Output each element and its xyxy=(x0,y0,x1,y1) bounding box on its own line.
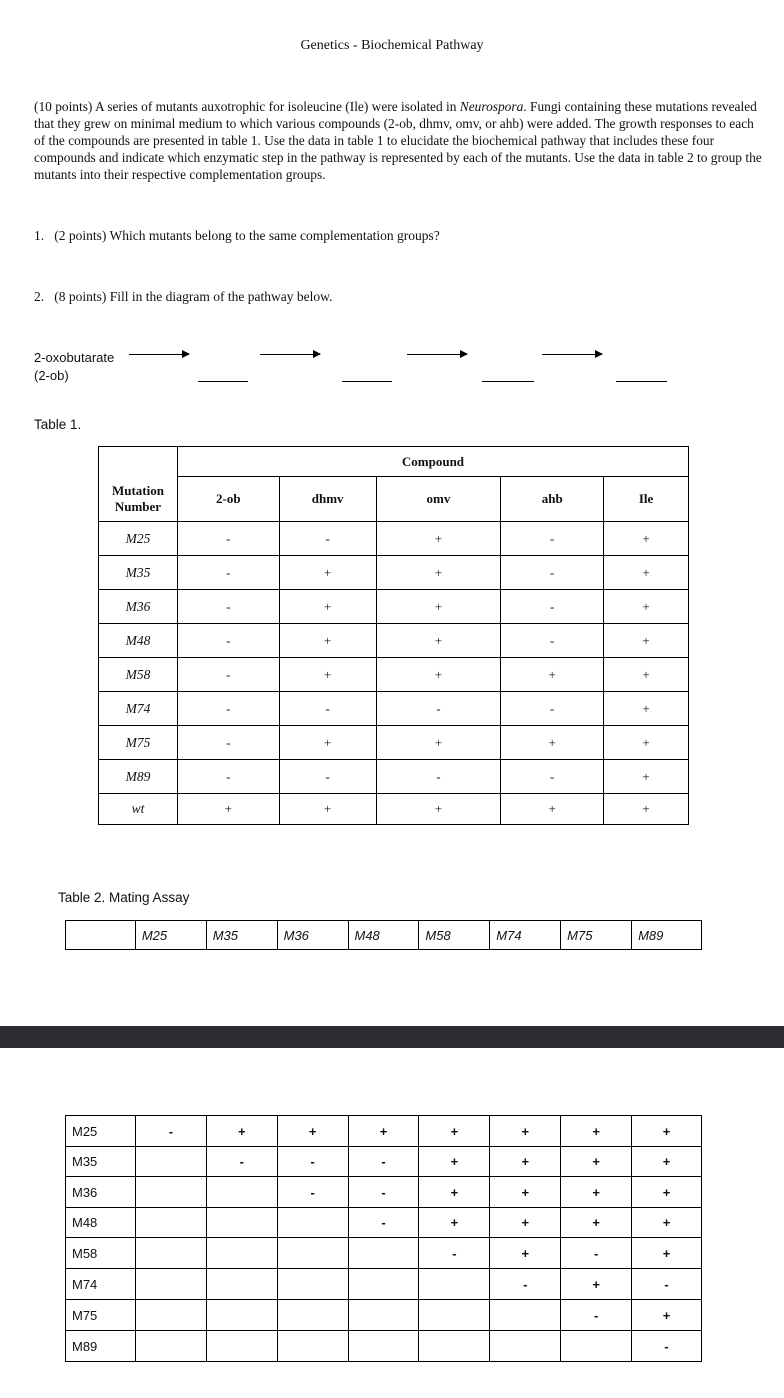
growth-cell: + xyxy=(501,726,604,760)
mating-cell: + xyxy=(632,1238,702,1269)
question-1-text: (2 points) Which mutants belong to the same complementation groups? xyxy=(54,228,440,243)
growth-cell: + xyxy=(604,624,689,658)
mating-cell: + xyxy=(632,1300,702,1331)
mating-cell: + xyxy=(348,1116,419,1147)
row-label: M35 xyxy=(66,1147,136,1177)
growth-cell: - xyxy=(501,522,604,556)
table-row xyxy=(66,1208,702,1238)
question-1 xyxy=(34,228,440,244)
mating-cell: + xyxy=(490,1147,561,1177)
table-2-col-header: M75 xyxy=(561,921,632,950)
mating-cell xyxy=(206,1269,277,1300)
mating-cell xyxy=(419,1331,490,1362)
table-2-col-header: M25 xyxy=(135,921,206,950)
mating-cell: - xyxy=(206,1147,277,1177)
mating-cell xyxy=(419,1300,490,1331)
mating-cell: - xyxy=(632,1331,702,1362)
question-2-text: (8 points) Fill in the diagram of the pathway below. xyxy=(54,289,333,304)
pathway-arrow-4 xyxy=(542,354,602,355)
table-row xyxy=(99,726,689,760)
mating-cell: - xyxy=(135,1116,206,1147)
intro-text-1: (10 points) A series of mutants auxotrophic for isoleucine (Ile) were isolated in xyxy=(34,99,460,114)
table-1-group-header: Compound xyxy=(177,447,688,477)
table-1-col-header: Ile xyxy=(604,477,689,522)
pathway-blank-2[interactable] xyxy=(342,381,392,382)
mutant-name: M35 xyxy=(99,556,178,590)
table-2-label: Table 2. Mating Assay xyxy=(58,890,190,905)
pathway-blank-3[interactable] xyxy=(482,381,534,382)
table-row xyxy=(66,1331,702,1362)
table-row xyxy=(99,658,689,692)
mating-cell xyxy=(206,1238,277,1269)
table-1-col-header: ahb xyxy=(501,477,604,522)
table-row xyxy=(66,1177,702,1208)
growth-cell: + xyxy=(604,692,689,726)
pathway-blank-1[interactable] xyxy=(198,381,248,382)
table-row xyxy=(99,522,689,556)
mating-cell: + xyxy=(632,1147,702,1177)
growth-cell: + xyxy=(604,522,689,556)
mating-cell: + xyxy=(490,1177,561,1208)
mutant-name: M58 xyxy=(99,658,178,692)
growth-cell: - xyxy=(376,692,501,726)
growth-cell: + xyxy=(501,794,604,825)
table-2-col-header: M74 xyxy=(490,921,561,950)
table-row xyxy=(66,1116,702,1147)
mating-cell: - xyxy=(348,1208,419,1238)
row-label: M25 xyxy=(66,1116,136,1147)
table-2-col-header: M35 xyxy=(206,921,277,950)
growth-cell: - xyxy=(177,760,279,794)
growth-cell: + xyxy=(376,726,501,760)
growth-cell: - xyxy=(279,692,376,726)
mating-cell xyxy=(206,1300,277,1331)
growth-cell: - xyxy=(177,658,279,692)
table-row xyxy=(99,624,689,658)
mutant-name: M25 xyxy=(99,522,178,556)
mutant-name: M89 xyxy=(99,760,178,794)
growth-cell: - xyxy=(177,624,279,658)
growth-cell: + xyxy=(376,658,501,692)
pathway-arrow-1 xyxy=(129,354,189,355)
growth-cell: + xyxy=(376,522,501,556)
growth-cell: + xyxy=(279,624,376,658)
growth-cell: + xyxy=(177,794,279,825)
mating-cell xyxy=(135,1238,206,1269)
table-row xyxy=(66,1300,702,1331)
table-2-col-header: M36 xyxy=(277,921,348,950)
mating-cell xyxy=(135,1208,206,1238)
growth-cell: + xyxy=(604,760,689,794)
growth-cell: - xyxy=(279,760,376,794)
intro-organism: Neurospora xyxy=(459,99,524,114)
mating-cell xyxy=(135,1331,206,1362)
intro-text-2: . Fungi containing these mutations revealed that they grew on minimal medium to which various compounds (2-ob, dhmv, omv, or ahb) were added. The growth responses to each of the compounds are presented in table 1. Use the data in table 1 to elucidate the biochemical pathway that includes these four compounds and indicate which enzymatic step in the pathway is represented by each of the mutants. Use the data in table 2 to group the mutants into their respective complementation groups. xyxy=(34,99,762,182)
mating-cell xyxy=(348,1238,419,1269)
mating-cell: + xyxy=(561,1269,632,1300)
growth-cell: + xyxy=(604,658,689,692)
mutant-name: M74 xyxy=(99,692,178,726)
table-2-corner xyxy=(66,921,136,950)
page-break-bar xyxy=(0,1026,784,1048)
pathway-arrow-2 xyxy=(260,354,320,355)
growth-cell: - xyxy=(177,522,279,556)
table-row xyxy=(66,1147,702,1177)
growth-cell: + xyxy=(604,726,689,760)
table-1 xyxy=(98,446,689,825)
mating-cell xyxy=(206,1331,277,1362)
mating-cell xyxy=(206,1177,277,1208)
growth-cell: - xyxy=(501,624,604,658)
page-title: Genetics - Biochemical Pathway xyxy=(300,38,484,53)
growth-cell: + xyxy=(376,794,501,825)
table-1-corner xyxy=(99,447,178,477)
table-row xyxy=(66,1269,702,1300)
growth-cell: + xyxy=(376,624,501,658)
mating-cell: + xyxy=(419,1208,490,1238)
growth-cell: - xyxy=(501,692,604,726)
table-2-header xyxy=(65,920,702,950)
growth-cell: + xyxy=(604,794,689,825)
pathway-arrow-3 xyxy=(407,354,467,355)
mating-cell xyxy=(277,1300,348,1331)
question-2 xyxy=(34,289,332,305)
mating-cell xyxy=(135,1269,206,1300)
mating-cell: + xyxy=(490,1208,561,1238)
mating-cell xyxy=(561,1331,632,1362)
mating-cell xyxy=(135,1177,206,1208)
mating-cell: + xyxy=(561,1116,632,1147)
mating-cell: + xyxy=(419,1177,490,1208)
question-2-number: 2. xyxy=(34,289,45,304)
mating-cell: + xyxy=(561,1147,632,1177)
question-1-number: 1. xyxy=(34,228,45,243)
mating-cell: + xyxy=(490,1116,561,1147)
mating-cell xyxy=(206,1208,277,1238)
growth-cell: + xyxy=(279,794,376,825)
mating-cell: + xyxy=(206,1116,277,1147)
table-row xyxy=(99,556,689,590)
growth-cell: + xyxy=(376,556,501,590)
table-1-row-header: Mutation Number xyxy=(99,477,178,522)
table-row xyxy=(99,692,689,726)
mating-cell xyxy=(348,1269,419,1300)
table-1-col-header: omv xyxy=(376,477,501,522)
mating-cell xyxy=(348,1331,419,1362)
mutant-name: M75 xyxy=(99,726,178,760)
growth-cell: + xyxy=(604,556,689,590)
table-row xyxy=(99,590,689,624)
mutant-name: M36 xyxy=(99,590,178,624)
mating-cell: - xyxy=(419,1238,490,1269)
mating-cell: + xyxy=(632,1116,702,1147)
row-label: M48 xyxy=(66,1208,136,1238)
mutant-name: M48 xyxy=(99,624,178,658)
row-label: M89 xyxy=(66,1331,136,1362)
mating-cell: + xyxy=(632,1208,702,1238)
growth-cell: - xyxy=(177,556,279,590)
growth-cell: - xyxy=(501,556,604,590)
mating-cell: + xyxy=(490,1238,561,1269)
pathway-blank-4[interactable] xyxy=(616,381,667,382)
growth-cell: + xyxy=(604,590,689,624)
mating-cell: - xyxy=(348,1147,419,1177)
mating-cell xyxy=(490,1331,561,1362)
growth-cell: - xyxy=(501,590,604,624)
mating-cell: - xyxy=(277,1147,348,1177)
mating-cell xyxy=(277,1331,348,1362)
growth-cell: - xyxy=(279,522,376,556)
table-1-col-header: dhmv xyxy=(279,477,376,522)
table-row xyxy=(99,794,689,825)
growth-cell: - xyxy=(501,760,604,794)
mating-cell: + xyxy=(632,1177,702,1208)
intro-paragraph xyxy=(34,98,764,183)
growth-cell: + xyxy=(376,590,501,624)
mating-cell xyxy=(277,1238,348,1269)
row-label: M36 xyxy=(66,1177,136,1208)
growth-cell: - xyxy=(177,692,279,726)
mating-cell: + xyxy=(419,1116,490,1147)
growth-cell: - xyxy=(177,726,279,760)
growth-cell: + xyxy=(279,726,376,760)
table-2-body xyxy=(65,1115,702,1362)
mating-cell: - xyxy=(561,1300,632,1331)
table-row xyxy=(66,1238,702,1269)
mating-cell: + xyxy=(419,1147,490,1177)
growth-cell: - xyxy=(177,590,279,624)
table-1-label: Table 1. xyxy=(34,417,82,432)
mating-cell: + xyxy=(277,1116,348,1147)
mating-cell: - xyxy=(348,1177,419,1208)
pathway-start-abbrev: (2-ob) xyxy=(34,368,69,383)
pathway-start-label: 2-oxobutarate xyxy=(34,350,115,365)
row-label: M74 xyxy=(66,1269,136,1300)
mating-cell xyxy=(348,1300,419,1331)
growth-cell: + xyxy=(279,556,376,590)
row-label: M75 xyxy=(66,1300,136,1331)
mating-cell xyxy=(277,1208,348,1238)
mating-cell xyxy=(277,1269,348,1300)
mating-cell xyxy=(135,1147,206,1177)
table-1-col-header: 2-ob xyxy=(177,477,279,522)
row-label: M58 xyxy=(66,1238,136,1269)
growth-cell: + xyxy=(279,590,376,624)
table-2-col-header: M48 xyxy=(348,921,419,950)
mutant-name: wt xyxy=(99,794,178,825)
growth-cell: + xyxy=(501,658,604,692)
growth-cell: + xyxy=(279,658,376,692)
mating-cell xyxy=(419,1269,490,1300)
mating-cell: - xyxy=(490,1269,561,1300)
mating-cell: + xyxy=(561,1177,632,1208)
mating-cell: - xyxy=(277,1177,348,1208)
mating-cell: + xyxy=(561,1208,632,1238)
table-2-col-header: M58 xyxy=(419,921,490,950)
growth-cell: - xyxy=(376,760,501,794)
table-row xyxy=(99,760,689,794)
mating-cell: - xyxy=(561,1238,632,1269)
mating-cell xyxy=(490,1300,561,1331)
mating-cell: - xyxy=(632,1269,702,1300)
table-2-col-header: M89 xyxy=(632,921,702,950)
mating-cell xyxy=(135,1300,206,1331)
